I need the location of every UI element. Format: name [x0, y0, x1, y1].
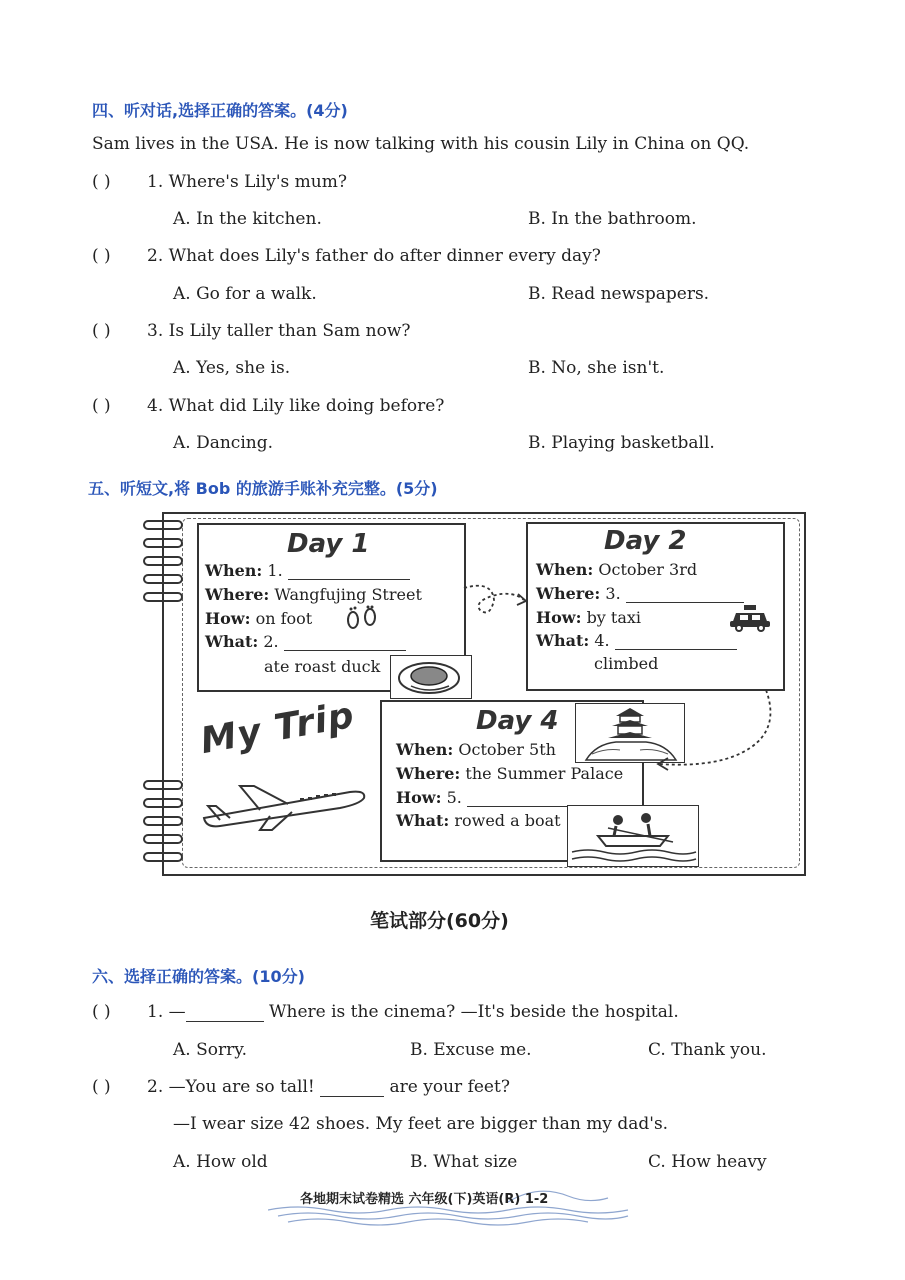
airplane-icon: [200, 778, 370, 833]
question-text: 3. Is Lily taller than Sam now?: [147, 321, 411, 341]
option-b: B. Playing basketball.: [528, 433, 715, 453]
where-value: the Summer Palace: [465, 764, 624, 783]
answer-blank[interactable]: [288, 579, 410, 580]
option-b: B. Read newspapers.: [528, 284, 710, 304]
day2-extra: climbed: [594, 654, 659, 673]
what-label: What:: [205, 632, 259, 651]
how-value: on foot: [255, 609, 313, 628]
where-label: Where:: [536, 584, 601, 603]
what-value: rowed a boat: [454, 811, 561, 830]
answer-paren: ( ): [92, 246, 111, 266]
when-value: October 5th: [458, 740, 556, 759]
when-value: October 3rd: [598, 560, 698, 579]
answer-blank[interactable]: [284, 650, 406, 651]
what-value: 2.: [263, 632, 279, 651]
option-b: B. In the bathroom.: [528, 209, 697, 229]
option-a: A. Go for a walk.: [173, 284, 317, 304]
how-label: How:: [536, 608, 582, 627]
what-label: What:: [396, 811, 450, 830]
option-a: A. Sorry.: [173, 1040, 247, 1060]
roast-duck-image: [390, 655, 472, 699]
taxi-icon: [728, 604, 772, 632]
footprints-icon: [343, 605, 383, 631]
how-label: How:: [205, 609, 251, 628]
footer-text: 各地期末试卷精选 六年级(下)英语(R) 1-2: [300, 1192, 549, 1207]
when-label: When:: [396, 740, 454, 759]
arrow-day1-to-day2: [462, 580, 532, 625]
what-label: What:: [536, 631, 590, 650]
written-part-title: 笔试部分(60分): [370, 910, 509, 932]
option-a: A. Dancing.: [173, 433, 273, 453]
where-label: Where:: [396, 764, 461, 783]
answer-blank[interactable]: [615, 649, 737, 650]
answer-paren: ( ): [92, 1002, 111, 1022]
arrow-day2-to-day4: [640, 688, 780, 788]
section6-title: 六、选择正确的答案。(10分): [92, 967, 305, 986]
day1-title: Day 1: [287, 529, 370, 559]
question-text: 2. —You are so tall!: [147, 1077, 321, 1097]
option-b: B. Excuse me.: [410, 1040, 532, 1060]
spiral-binding-icon: [140, 515, 190, 870]
answer-paren: ( ): [92, 1077, 111, 1097]
answer-blank[interactable]: [320, 1096, 384, 1097]
where-label: Where:: [205, 585, 270, 604]
where-value: 3.: [605, 584, 621, 603]
option-c: C. Thank you.: [648, 1040, 767, 1060]
answer-blank[interactable]: [186, 1021, 264, 1022]
question-text-rest: Where is the cinema? —It's beside the hospital.: [263, 1002, 679, 1022]
when-value: 1.: [267, 561, 283, 580]
option-a: A. Yes, she is.: [173, 358, 291, 378]
question-text: 4. What did Lily like doing before?: [147, 396, 445, 416]
question-text: 1. Where's Lily's mum?: [147, 172, 347, 192]
option-b: B. What size: [410, 1152, 518, 1172]
where-value: Wangfujing Street: [274, 585, 422, 604]
question-text: 1. —: [147, 1002, 186, 1022]
section5-title: 五、听短文,将 Bob 的旅游手账补充完整。(5分): [88, 479, 438, 498]
section4-intro: Sam lives in the USA. He is now talking with his cousin Lily in China on QQ.: [92, 134, 750, 154]
rowing-boat-image: [567, 805, 699, 867]
day2-title: Day 2: [604, 526, 687, 556]
day2-card: [526, 522, 785, 691]
day1-extra: ate roast duck: [264, 657, 381, 676]
what-value: 4.: [594, 631, 610, 650]
how-value: by taxi: [586, 608, 642, 627]
answer-paren: ( ): [92, 172, 111, 192]
when-label: When:: [536, 560, 594, 579]
option-a: A. In the kitchen.: [173, 209, 322, 229]
answer-paren: ( ): [92, 396, 111, 416]
answer-blank[interactable]: [626, 602, 744, 603]
question-text: 2. What does Lily's father do after dinner every day?: [147, 246, 601, 266]
how-value: 5.: [446, 788, 462, 807]
when-label: When:: [205, 561, 263, 580]
day4-title: Day 4: [476, 706, 559, 736]
rowing-boat-icon: [568, 806, 698, 866]
answer-paren: ( ): [92, 321, 111, 341]
question-line2: —I wear size 42 shoes. My feet are bigger than my dad's.: [173, 1114, 669, 1134]
roast-duck-icon: [391, 656, 471, 698]
option-a: A. How old: [173, 1152, 268, 1172]
how-label: How:: [396, 788, 442, 807]
option-c: C. How heavy: [648, 1152, 767, 1172]
question-text-rest: are your feet?: [384, 1077, 510, 1097]
section4-title: 四、听对话,选择正确的答案。(4分): [92, 101, 348, 120]
option-b: B. No, she isn't.: [528, 358, 665, 378]
my-trip-title: My Trip: [197, 694, 358, 763]
